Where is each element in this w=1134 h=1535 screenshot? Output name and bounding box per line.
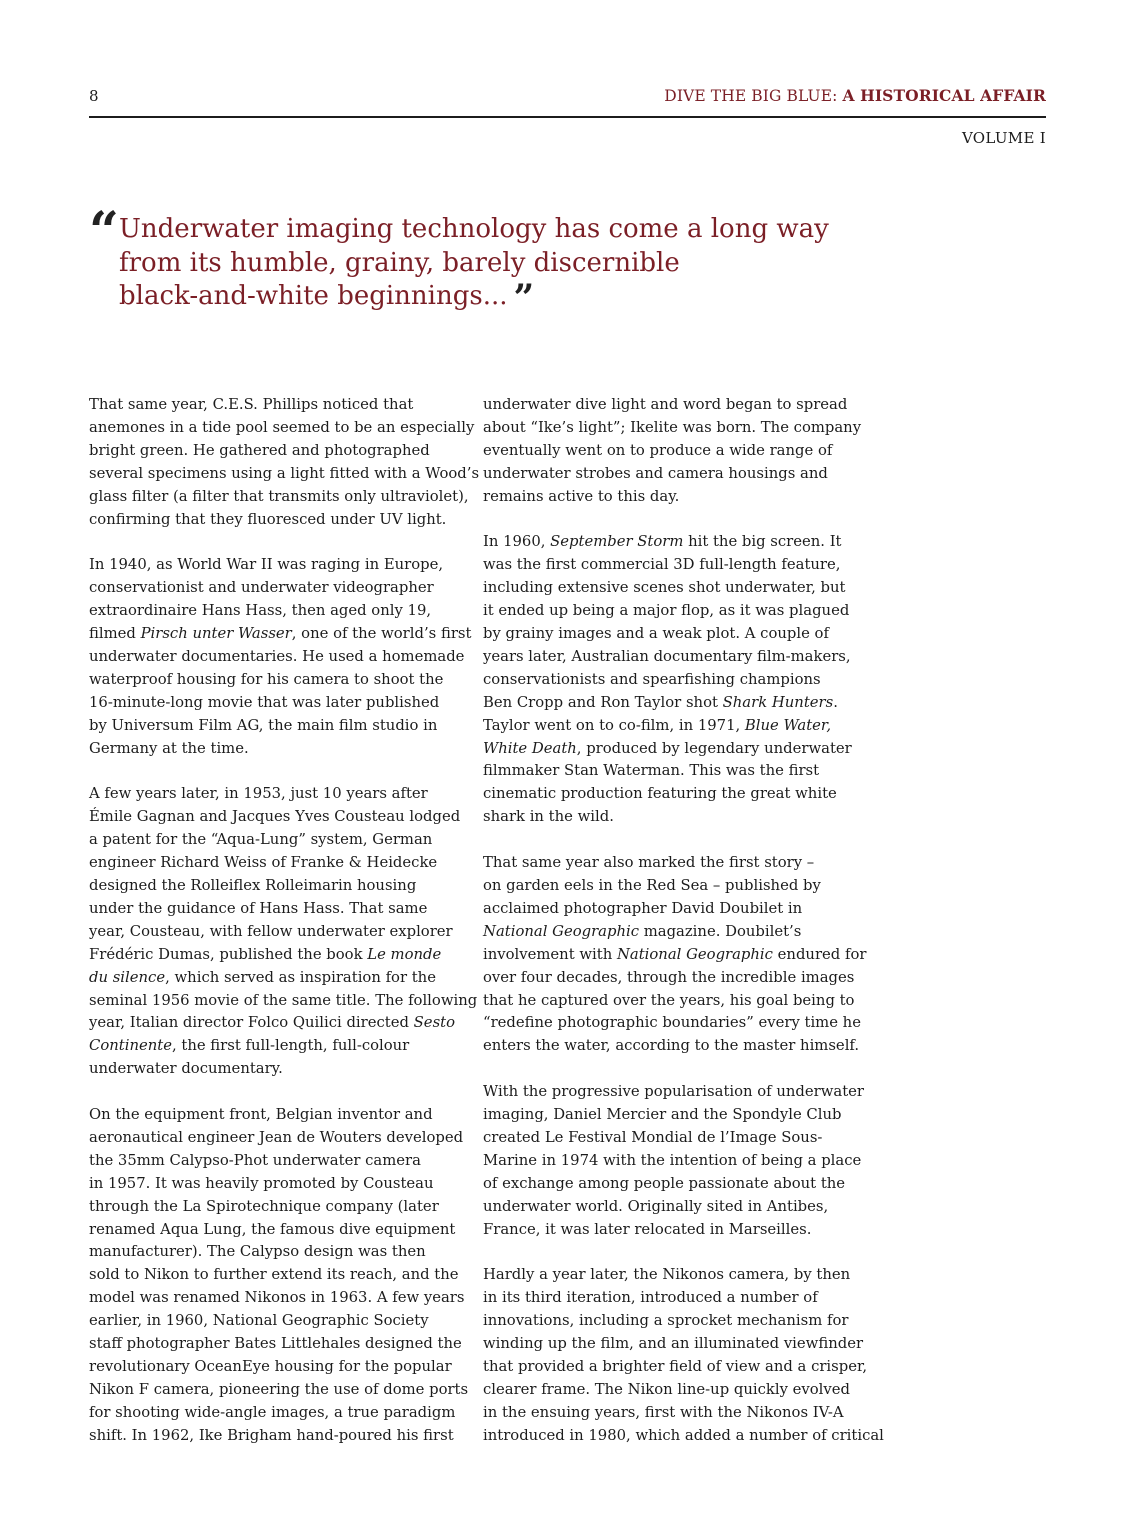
- text-line: earlier, in 1960, National Geographic Society: [89, 1312, 429, 1330]
- text-run: In 1960,: [483, 533, 551, 551]
- text-line: was the first commercial 3D full-length feature,: [483, 556, 841, 574]
- paragraph: [483, 531, 855, 829]
- pull-quote-line: [119, 277, 849, 319]
- text-run: endured for: [772, 945, 867, 963]
- text-line: acclaimed photographer David Doubilet in: [483, 899, 803, 917]
- running-title-bold: A HISTORICAL AFFAIR: [842, 86, 1046, 105]
- text-line: [483, 738, 855, 761]
- text-run: filmed: [89, 625, 141, 643]
- text-line: introduced in 1980, which added a number of critical: [483, 1426, 884, 1444]
- pull-quote-text: [119, 213, 849, 319]
- text-line: On the equipment front, Belgian inventor and: [89, 1106, 433, 1124]
- text-line: underwater dive light and word began to spread: [483, 396, 848, 413]
- text-line: “redefine photographic boundaries” every time he: [483, 1014, 861, 1032]
- film-title: Pirsch unter Wasser: [140, 625, 292, 643]
- text-line: clearer frame. The Nikon line-up quickly evolved: [483, 1380, 851, 1398]
- book-title: du silence: [89, 968, 166, 986]
- text-line: renamed Aqua Lung, the famous dive equipment: [89, 1220, 456, 1238]
- text-run: Ben Cropp and Ron Taylor shot: [483, 693, 723, 711]
- text-line: [89, 944, 461, 967]
- text-line: underwater world. Originally sited in Antibes,: [483, 1197, 829, 1215]
- paragraph: [89, 554, 472, 760]
- film-title: Shark Hunters: [722, 693, 834, 711]
- text-line: several specimens using a light fitted with a Wood’s: [89, 464, 480, 482]
- text-line: 16-minute-long movie that was later published: [89, 693, 440, 711]
- text-line: France, it was later relocated in Marseilles.: [483, 1220, 812, 1238]
- text-line: aeronautical engineer Jean de Wouters developed: [89, 1128, 464, 1146]
- text-line: including extensive scenes shot underwater, but: [483, 579, 846, 597]
- text-line: filmmaker Stan Waterman. This was the first: [483, 762, 820, 780]
- running-title: [664, 87, 1046, 105]
- text-line: Marine in 1974 with the intention of being a place: [483, 1151, 862, 1169]
- text-line: bright green. He gathered and photographed: [89, 441, 430, 459]
- text-line: A few years later, in 1953, just 10 years after: [89, 785, 428, 803]
- text-line: shark in the wild.: [483, 808, 614, 826]
- text-line: over four decades, through the incredible images: [483, 968, 855, 986]
- paragraph: [483, 1264, 884, 1447]
- text-line: in the ensuing years, first with the Nikonos IV-A: [483, 1403, 844, 1421]
- text-line: [89, 967, 461, 990]
- text-line: winding up the film, and an illuminated viewfinder: [483, 1335, 864, 1353]
- magazine-title: National Geographic: [616, 945, 773, 963]
- text-line: conservationist and underwater videographer: [89, 579, 434, 597]
- body-column-right: [483, 394, 884, 1448]
- film-title: September Storm: [550, 533, 684, 551]
- text-line: underwater strobes and camera housings and: [483, 464, 828, 482]
- close-quote-mark: ”: [513, 277, 535, 319]
- paragraph: [89, 1104, 469, 1448]
- film-title: Sesto: [413, 1014, 456, 1032]
- text-line: Nikon F camera, pioneering the use of dome ports: [89, 1380, 469, 1398]
- text-run: magazine. Doubilet’s: [639, 922, 802, 940]
- text-line: remains active to this day.: [483, 487, 680, 505]
- page-number: 8: [89, 87, 99, 105]
- text-line: enters the water, according to the master himself.: [483, 1037, 860, 1055]
- text-line: the 35mm Calypso-Phot underwater camera: [89, 1151, 421, 1169]
- text-line: [483, 692, 855, 715]
- text-line: for shooting wide-angle images, a true paradigm: [89, 1403, 456, 1421]
- text-line: it ended up being a major flop, as it was plagued: [483, 602, 850, 620]
- text-line: That same year, C.E.S. Phillips noticed that: [89, 396, 414, 413]
- text-line: [483, 921, 855, 944]
- body-column-left: [89, 394, 480, 1448]
- text-run: involvement with: [483, 945, 617, 963]
- text-line: in its third iteration, introduced a number of: [483, 1289, 818, 1307]
- text-line: extraordinaire Hans Hass, then aged only 19,: [89, 602, 432, 620]
- pull-quote-line: Underwater imaging technology has come a long way: [119, 214, 829, 244]
- text-line: year, Cousteau, with fellow underwater explorer: [89, 922, 453, 940]
- text-run: , the first full-length, full-colour: [171, 1037, 410, 1055]
- text-line: conservationists and spearfishing champions: [483, 670, 821, 688]
- magazine-title: National Geographic: [483, 922, 640, 940]
- text-line: that provided a brighter field of view and a crisper,: [483, 1358, 868, 1375]
- text-run: Taylor went on to co-film, in 1971,: [483, 716, 745, 734]
- text-line: eventually went on to produce a wide range of: [483, 441, 833, 459]
- text-line: staff photographer Bates Littlehales designed the: [89, 1335, 462, 1353]
- text-run: , which served as inspiration for the: [165, 968, 436, 986]
- text-line: [483, 715, 855, 738]
- text-line: sold to Nikon to further extend its reach, and the: [89, 1266, 459, 1284]
- film-title: Continente: [89, 1037, 172, 1055]
- text-line: revolutionary OceanEye housing for the popular: [89, 1358, 452, 1376]
- text-line: that he captured over the years, his goal being to: [483, 991, 855, 1009]
- text-run: Frédéric Dumas, published the book: [89, 945, 368, 963]
- text-run: hit the big screen. It: [683, 533, 842, 551]
- text-line: by Universum Film AG, the main film studio in: [89, 716, 438, 734]
- text-line: waterproof housing for his camera to shoot the: [89, 670, 444, 688]
- text-line: underwater documentaries. He used a homemade: [89, 647, 465, 665]
- text-line: glass filter (a filter that transmits only ultraviolet),: [89, 487, 469, 505]
- text-line: under the guidance of Hans Hass. That same: [89, 899, 428, 917]
- paragraph: [89, 394, 480, 531]
- text-line: of exchange among people passionate about the: [483, 1174, 846, 1192]
- header-rule: [89, 116, 1046, 118]
- text-line: about “Ike’s light”; Ikelite was born. The company: [483, 418, 862, 436]
- text-line: That same year also marked the first story –: [483, 854, 815, 872]
- text-line: model was renamed Nikonos in 1963. A few years: [89, 1289, 465, 1307]
- text-line: [89, 623, 472, 646]
- text-run: , one of the world’s first: [291, 625, 472, 643]
- text-line: a patent for the “Aqua-Lung” system, German: [89, 831, 433, 849]
- volume-label: VOLUME I: [961, 129, 1046, 147]
- paragraph: [483, 394, 862, 509]
- text-line: engineer Richard Weiss of Franke & Heidecke: [89, 854, 438, 872]
- text-line: seminal 1956 movie of the same title. The following: [89, 991, 478, 1009]
- text-run: , produced by legendary underwater: [576, 739, 852, 757]
- book-title: Le monde: [367, 945, 442, 963]
- text-line: manufacturer). The Calypso design was then: [89, 1243, 426, 1261]
- text-line: designed the Rolleiflex Rolleimarin housing: [89, 877, 417, 894]
- text-line: in 1957. It was heavily promoted by Cousteau: [89, 1174, 434, 1192]
- text-line: anemones in a tide pool seemed to be an especially: [89, 418, 475, 436]
- text-line: [89, 1035, 461, 1058]
- text-line: cinematic production featuring the great white: [483, 785, 837, 803]
- pull-quote-line-text: black-and-white beginnings...: [119, 281, 508, 311]
- text-line: [483, 531, 855, 554]
- text-line: [483, 944, 867, 967]
- text-run: .: [833, 693, 838, 711]
- text-line: [89, 1012, 461, 1035]
- text-line: Hardly a year later, the Nikonos camera, by then: [483, 1266, 851, 1284]
- text-line: imaging, Daniel Mercier and the Spondyle Club: [483, 1106, 842, 1124]
- text-line: shift. In 1962, Ike Brigham hand-poured his first: [89, 1426, 454, 1444]
- text-line: created Le Festival Mondial de l’Image Sous-: [483, 1128, 823, 1146]
- text-line: With the progressive popularisation of underwater: [483, 1083, 864, 1101]
- film-title: White Death: [483, 739, 577, 757]
- pull-quote-line: from its humble, grainy, barely discernible: [119, 247, 680, 278]
- text-line: by grainy images and a weak plot. A couple of: [483, 625, 829, 643]
- text-run: year, Italian director Folco Quilici directed: [89, 1014, 414, 1032]
- text-line: on garden eels in the Red Sea – published by: [483, 877, 821, 894]
- text-line: through the La Spirotechnique company (later: [89, 1197, 439, 1215]
- film-title: Blue Water,: [744, 716, 832, 734]
- text-line: years later, Australian documentary film-makers,: [483, 647, 851, 665]
- text-line: Émile Gagnan and Jacques Yves Cousteau lodged: [89, 808, 461, 826]
- pull-quote: [89, 201, 849, 319]
- open-quote-mark: “: [89, 201, 119, 262]
- text-line: innovations, including a sprocket mechanism for: [483, 1312, 849, 1330]
- text-line: Germany at the time.: [89, 739, 249, 757]
- paragraph: [483, 852, 867, 1058]
- paragraph: [483, 1081, 864, 1241]
- running-title-regular: DIVE THE BIG BLUE:: [664, 87, 843, 105]
- text-line: In 1940, as World War II was raging in Europe,: [89, 556, 444, 574]
- text-line: underwater documentary.: [89, 1060, 283, 1078]
- paragraph: [89, 783, 478, 1081]
- text-line: confirming that they fluoresced under UV light.: [89, 510, 447, 528]
